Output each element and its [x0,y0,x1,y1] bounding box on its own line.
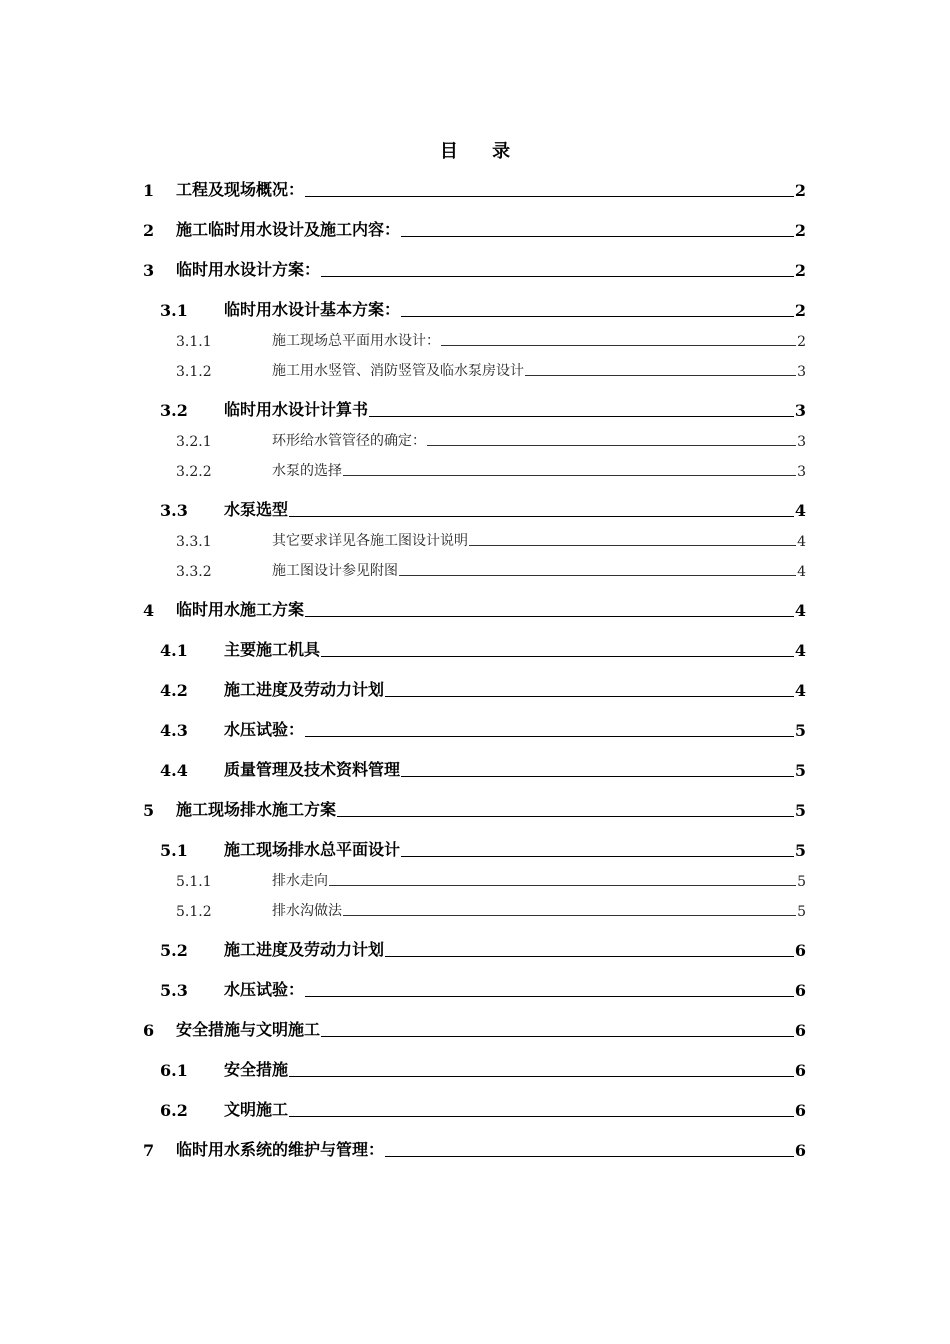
toc-entry-number: 2 [143,221,155,240]
toc-entry-title: 水压试验： [224,980,305,999]
toc-entry-page: 5 [794,841,806,860]
toc-entry-number: 5 [143,801,155,820]
toc-entry-title: 安全措施 [224,1060,289,1079]
toc-entry-page: 4 [797,564,806,580]
toc-entry-page: 6 [794,981,806,1000]
toc-entry-page: 5 [797,874,806,890]
toc-entry-number: 3.2.1 [176,434,212,450]
toc-entry-page: 2 [794,221,806,240]
toc-entry-number: 3.2 [160,401,188,420]
toc-entry-number: 5.1 [160,841,188,860]
toc-entry-title: 工程及现场概况： [176,180,305,199]
toc-leader-line [525,375,796,376]
toc-entry-page: 4 [797,534,806,550]
toc-entry-title: 排水走向 [272,873,328,889]
toc-entry-number: 5.1.2 [176,904,212,920]
toc-leader-line [369,416,794,417]
toc-leader-line [401,236,794,237]
toc-entry-title: 临时用水设计计算书 [224,400,369,419]
toc-entry-page: 5 [797,904,806,920]
toc-leader-line [399,575,796,576]
toc-entry-page: 3 [797,364,806,380]
toc-leader-line [385,1156,794,1157]
toc-entry-number: 4 [143,601,155,620]
toc-leader-line [289,1076,794,1077]
toc-entry[interactable] [160,758,806,780]
toc-entry-number: 3.1 [160,301,188,320]
toc-leader-line [305,196,794,197]
toc-leader-line [321,276,794,277]
toc-entry-title: 文明施工 [224,1100,289,1119]
toc-entry-page: 3 [797,464,806,480]
toc-leader-line [289,516,794,517]
toc-entry-title: 施工现场排水施工方案 [176,800,337,819]
toc-entry-title: 施工图设计参见附图 [272,563,398,579]
toc-entry-page: 2 [794,301,806,320]
toc-leader-line [329,885,796,886]
toc-leader-line [289,1116,794,1117]
toc-entry-title: 施工进度及劳动力计划 [224,680,385,699]
toc-entry-number: 4.4 [160,761,188,780]
toc-entry[interactable] [176,558,806,580]
toc-entry-page: 2 [794,261,806,280]
toc-entry[interactable] [143,598,806,620]
toc-entry-number: 6 [143,1021,155,1040]
toc-entry-number: 3.3.2 [176,564,212,580]
toc-entry-number: 3 [143,261,155,280]
toc-entry[interactable] [176,898,806,920]
toc-entry-title: 施工现场排水总平面设计 [224,840,401,859]
toc-leader-line [385,696,794,697]
toc-entry-page: 5 [794,761,806,780]
toc-entry[interactable] [143,1018,806,1040]
toc-entry-page: 2 [797,334,806,350]
toc-entry-number: 5.1.1 [176,874,212,890]
toc-entry[interactable] [143,798,806,820]
toc-entry[interactable] [160,298,806,320]
toc-entry-number: 4.3 [160,721,188,740]
toc-entry[interactable] [143,258,806,280]
toc-entry-number: 3.1.2 [176,364,212,380]
toc-entry-number: 3.3.1 [176,534,212,550]
toc-entry[interactable] [160,838,806,860]
toc-entry[interactable] [160,638,806,660]
toc-entry-title: 施工临时用水设计及施工内容： [176,220,401,239]
toc-entry[interactable] [143,1138,806,1160]
toc-entry[interactable] [160,1098,806,1120]
toc-entry-title: 安全措施与文明施工 [176,1020,321,1039]
toc-entry[interactable] [143,178,806,200]
toc-leader-line [305,736,794,737]
toc-entry-title: 施工现场总平面用水设计： [272,333,440,349]
toc-entry-number: 3.3 [160,501,188,520]
toc-entry-title: 水泵的选择 [272,463,342,479]
toc-entry[interactable] [176,328,806,350]
toc-leader-line [401,776,794,777]
toc-entry-title: 质量管理及技术资料管理 [224,760,401,779]
toc-entry-title: 临时用水设计基本方案： [224,300,401,319]
toc-entry-title: 环形给水管管径的确定： [272,433,426,449]
toc-leader-line [343,915,796,916]
toc-entry-number: 3.2.2 [176,464,212,480]
toc-entry-page: 5 [794,801,806,820]
toc-entry-title: 主要施工机具 [224,640,321,659]
toc-entry-title: 水泵选型 [224,500,289,519]
toc-leader-line [385,956,794,957]
toc-entry-title: 临时用水施工方案 [176,600,305,619]
toc-entry[interactable] [176,868,806,890]
toc-entry-title: 排水沟做法 [272,903,342,919]
toc-entry-number: 5.2 [160,941,188,960]
toc-entry[interactable] [160,498,806,520]
toc-entry[interactable] [143,218,806,240]
toc-title: 目 录 [439,141,525,162]
toc-entry-page: 6 [794,1061,806,1080]
toc-entry[interactable] [160,978,806,1000]
toc-entry[interactable] [176,428,806,450]
toc-leader-line [305,996,794,997]
toc-entry-title: 临时用水设计方案： [176,260,321,279]
toc-entry[interactable] [176,358,806,380]
toc-entry-number: 6.2 [160,1101,188,1120]
toc-entry-title: 施工用水竖管、消防竖管及临水泵房设计 [272,363,524,379]
toc-entry[interactable] [176,458,806,480]
toc-leader-line [441,345,796,346]
toc-entry-number: 7 [143,1141,155,1160]
toc-entry-page: 6 [794,1021,806,1040]
toc-entry-number: 1 [143,181,155,200]
toc-entry-number: 6.1 [160,1061,188,1080]
toc-entry-page: 6 [794,941,806,960]
toc-entry[interactable] [160,678,806,700]
toc-entry-page: 2 [794,181,806,200]
toc-leader-line [427,445,796,446]
toc-leader-line [321,656,794,657]
toc-entry-number: 4.2 [160,681,188,700]
toc-entry-title: 水压试验： [224,720,305,739]
toc-leader-line [305,616,794,617]
toc-entry-page: 4 [794,601,806,620]
toc-entry-page: 3 [794,401,806,420]
toc-entry-page: 6 [794,1141,806,1160]
toc-entry-title: 其它要求详见各施工图设计说明 [272,533,468,549]
toc-entry-title: 施工进度及劳动力计划 [224,940,385,959]
toc-leader-line [343,475,796,476]
toc-entry-title: 临时用水系统的维护与管理： [176,1140,385,1159]
toc-leader-line [401,856,794,857]
toc-entry[interactable] [160,938,806,960]
toc-leader-line [321,1036,794,1037]
toc-entry-page: 4 [794,501,806,520]
toc-leader-line [337,816,794,817]
toc-entry-number: 4.1 [160,641,188,660]
toc-entry-page: 5 [794,721,806,740]
toc-entry[interactable] [160,398,806,420]
toc-entry-page: 3 [797,434,806,450]
toc-entry[interactable] [160,718,806,740]
toc-entry-number: 3.1.1 [176,334,212,350]
toc-entry-page: 4 [794,681,806,700]
toc-leader-line [401,316,794,317]
toc-entry-page: 6 [794,1101,806,1120]
toc-entry-page: 4 [794,641,806,660]
toc-entry[interactable] [176,528,806,550]
toc-entry-number: 5.3 [160,981,188,1000]
toc-entry[interactable] [160,1058,806,1080]
toc-leader-line [469,545,796,546]
